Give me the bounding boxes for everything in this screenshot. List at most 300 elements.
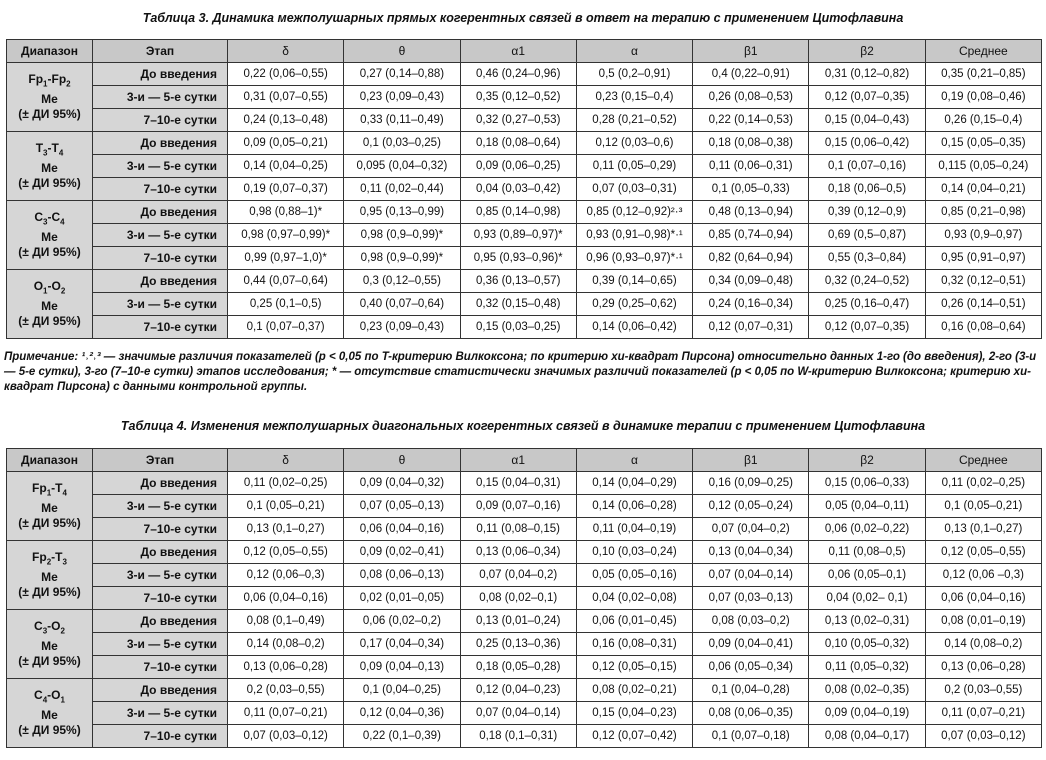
value-cell: 0,115 (0,05–0,24) — [925, 155, 1041, 178]
column-header: Среднее — [925, 40, 1041, 63]
value-cell: 0,22 (0,14–0,53) — [693, 109, 809, 132]
value-cell: 0,07 (0,04–0,2) — [460, 564, 576, 587]
value-cell: 0,32 (0,24–0,52) — [809, 270, 925, 293]
lead-name: -O — [47, 279, 61, 294]
table-row — [7, 201, 1042, 224]
lead-index: 1 — [43, 79, 48, 89]
value-cell: 0,11 (0,08–0,15) — [460, 518, 576, 541]
lead-index: 4 — [62, 488, 67, 498]
value-cell: 0,09 (0,04–0,41) — [693, 633, 809, 656]
value-cell: 0,15 (0,04–0,31) — [460, 472, 576, 495]
lead-name: Fp — [32, 481, 47, 496]
stat-label: Me — [41, 638, 58, 653]
value-cell: 0,1 (0,05–0,21) — [228, 495, 344, 518]
stage-cell: До введения — [93, 132, 228, 155]
value-cell: 0,34 (0,09–0,48) — [693, 270, 809, 293]
stage-cell: 7–10-е сутки — [93, 109, 228, 132]
value-cell: 0,33 (0,11–0,49) — [344, 109, 460, 132]
table-row — [7, 564, 1042, 587]
value-cell: 0,14 (0,06–0,42) — [576, 316, 692, 339]
table-row — [7, 155, 1042, 178]
value-cell: 0,13 (0,06–0,28) — [925, 656, 1041, 679]
column-header: β2 — [809, 40, 925, 63]
value-cell: 0,06 (0,05–0,1) — [809, 564, 925, 587]
range-cell — [7, 270, 93, 339]
value-cell: 0,12 (0,04–0,36) — [344, 702, 460, 725]
value-cell: 0,07 (0,03–0,31) — [576, 178, 692, 201]
stage-cell: 3-и — 5-е сутки — [93, 155, 228, 178]
lead-index: 3 — [43, 217, 48, 227]
lead-index: 2 — [66, 79, 71, 89]
lead-name: C — [34, 210, 44, 225]
value-cell: 0,18 (0,06–0,5) — [809, 178, 925, 201]
lead-name: -Fp — [47, 72, 67, 87]
value-cell: 0,18 (0,1–0,31) — [460, 725, 576, 748]
lead-index: 1 — [60, 695, 65, 705]
lead-name: -O — [47, 619, 61, 634]
value-cell: 0,06 (0,02–0,2) — [344, 610, 460, 633]
value-cell: 0,08 (0,02–0,1) — [460, 587, 576, 610]
value-cell: 0,06 (0,04–0,16) — [925, 587, 1041, 610]
value-cell: 0,12 (0,05–0,55) — [228, 541, 344, 564]
value-cell: 0,2 (0,03–0,55) — [925, 679, 1041, 702]
value-cell: 0,12 (0,07–0,42) — [576, 725, 692, 748]
table-row — [7, 247, 1042, 270]
value-cell: 0,06 (0,05–0,34) — [693, 656, 809, 679]
table-row — [7, 472, 1042, 495]
value-cell: 0,22 (0,06–0,55) — [228, 63, 344, 86]
ci-label: (± ДИ 95%) — [18, 175, 81, 190]
value-cell: 0,05 (0,04–0,11) — [809, 495, 925, 518]
value-cell: 0,13 (0,06–0,28) — [228, 656, 344, 679]
lead-pair-label — [10, 550, 89, 569]
table-row — [7, 86, 1042, 109]
column-header: β1 — [693, 449, 809, 472]
stage-cell: 7–10-е сутки — [93, 316, 228, 339]
table-row — [7, 109, 1042, 132]
stage-cell: До введения — [93, 610, 228, 633]
table-row — [7, 518, 1042, 541]
value-cell: 0,12 (0,04–0,23) — [460, 679, 576, 702]
value-cell: 0,29 (0,25–0,62) — [576, 293, 692, 316]
value-cell: 0,39 (0,12–0,9) — [809, 201, 925, 224]
value-cell: 0,11 (0,06–0,31) — [693, 155, 809, 178]
lead-index: 3 — [43, 148, 48, 158]
value-cell: 0,55 (0,3–0,84) — [809, 247, 925, 270]
value-cell: 0,12 (0,05–0,55) — [925, 541, 1041, 564]
value-cell: 0,08 (0,04–0,17) — [809, 725, 925, 748]
table-row — [7, 541, 1042, 564]
value-cell: 0,23 (0,09–0,43) — [344, 86, 460, 109]
value-cell: 0,04 (0,03–0,42) — [460, 178, 576, 201]
lead-index: 2 — [60, 286, 66, 296]
value-cell: 0,07 (0,04–0,2) — [693, 518, 809, 541]
stage-cell: 3-и — 5-е сутки — [93, 495, 228, 518]
stage-cell: 7–10-е сутки — [93, 656, 228, 679]
value-cell: 0,1 (0,07–0,16) — [809, 155, 925, 178]
value-cell: 0,85 (0,12–0,92)²·³ — [576, 201, 692, 224]
lead-name: T — [35, 141, 44, 156]
value-cell: 0,07 (0,03–0,12) — [925, 725, 1041, 748]
value-cell: 0,22 (0,1–0,39) — [344, 725, 460, 748]
stage-cell: 7–10-е сутки — [93, 587, 228, 610]
value-cell: 0,17 (0,04–0,34) — [344, 633, 460, 656]
column-header: θ — [344, 449, 460, 472]
lead-index: 1 — [43, 286, 48, 296]
table-body — [7, 63, 1042, 339]
lead-index: 4 — [60, 217, 65, 227]
value-cell: 0,26 (0,08–0,53) — [693, 86, 809, 109]
lead-index: 2 — [46, 557, 52, 567]
value-cell: 0,24 (0,13–0,48) — [228, 109, 344, 132]
table-row — [7, 293, 1042, 316]
value-cell: 0,93 (0,89–0,97)* — [460, 224, 576, 247]
value-cell: 0,23 (0,15–0,4) — [576, 86, 692, 109]
lead-name: O — [33, 279, 44, 294]
value-cell: 0,15 (0,03–0,25) — [460, 316, 576, 339]
value-cell: 0,12 (0,05–0,24) — [693, 495, 809, 518]
column-header: Диапазон — [7, 449, 93, 472]
table-3 — [6, 39, 1042, 339]
value-cell: 0,32 (0,12–0,51) — [925, 270, 1041, 293]
value-cell: 0,44 (0,07–0,64) — [228, 270, 344, 293]
value-cell: 0,13 (0,02–0,31) — [809, 610, 925, 633]
lead-name: -T — [51, 550, 63, 565]
stage-cell: 3-и — 5-е сутки — [93, 86, 228, 109]
lead-pair-label — [10, 481, 89, 500]
value-cell: 0,19 (0,08–0,46) — [925, 86, 1041, 109]
value-cell: 0,02 (0,01–0,05) — [344, 587, 460, 610]
ci-label: (± ДИ 95%) — [18, 653, 81, 668]
value-cell: 0,85 (0,14–0,98) — [460, 201, 576, 224]
lead-name: C — [34, 619, 43, 634]
value-cell: 0,15 (0,04–0,23) — [576, 702, 692, 725]
table-body — [7, 472, 1042, 748]
table-row — [7, 725, 1042, 748]
range-cell — [7, 63, 93, 132]
value-cell: 0,10 (0,03–0,24) — [576, 541, 692, 564]
table-note: Примечание: ¹˒²˒³ — значимые различия показателей (p < 0,05 по T-критерию Вилкоксона; по критерию хи-квадрат Пирсона) относительно данных 1-го (до введения), 2-го (3-и — 5-е сутки), 3-го (7–10-е сутки) этапов исследования; * — отсутствие статистически значимых различий показателей (p < 0,05 по W-критерию Вилкоксона; критерию хи-квадрат Пирсона) с данными контрольной группы. — [4, 351, 1037, 393]
value-cell: 0,93 (0,91–0,98)*·¹ — [576, 224, 692, 247]
stage-cell: 3-и — 5-е сутки — [93, 293, 228, 316]
value-cell: 0,08 (0,02–0,35) — [809, 679, 925, 702]
stat-label: Me — [41, 298, 58, 313]
table-row — [7, 656, 1042, 679]
value-cell: 0,08 (0,1–0,49) — [228, 610, 344, 633]
value-cell: 0,18 (0,05–0,28) — [460, 656, 576, 679]
value-cell: 0,07 (0,03–0,12) — [228, 725, 344, 748]
value-cell: 0,40 (0,07–0,64) — [344, 293, 460, 316]
stage-cell: До введения — [93, 679, 228, 702]
value-cell: 0,12 (0,05–0,15) — [576, 656, 692, 679]
value-cell: 0,39 (0,14–0,65) — [576, 270, 692, 293]
value-cell: 0,11 (0,04–0,19) — [576, 518, 692, 541]
stat-label: Me — [41, 707, 58, 722]
stage-cell: До введения — [93, 270, 228, 293]
ci-label: (± ДИ 95%) — [18, 313, 81, 328]
value-cell: 0,11 (0,08–0,5) — [809, 541, 925, 564]
value-cell: 0,08 (0,02–0,21) — [576, 679, 692, 702]
table-row — [7, 610, 1042, 633]
value-cell: 0,06 (0,04–0,16) — [344, 518, 460, 541]
value-cell: 0,16 (0,08–0,64) — [925, 316, 1041, 339]
value-cell: 0,12 (0,06 –0,3) — [925, 564, 1041, 587]
table-row — [7, 178, 1042, 201]
stat-label: Me — [41, 569, 58, 584]
value-cell: 0,14 (0,08–0,2) — [925, 633, 1041, 656]
stage-cell: 7–10-е сутки — [93, 518, 228, 541]
table-row — [7, 495, 1042, 518]
value-cell: 0,18 (0,08–0,38) — [693, 132, 809, 155]
ci-label: (± ДИ 95%) — [18, 106, 81, 121]
value-cell: 0,13 (0,04–0,34) — [693, 541, 809, 564]
value-cell: 0,32 (0,27–0,53) — [460, 109, 576, 132]
value-cell: 0,93 (0,9–0,97) — [925, 224, 1041, 247]
value-cell: 0,11 (0,07–0,21) — [925, 702, 1041, 725]
value-cell: 0,85 (0,74–0,94) — [693, 224, 809, 247]
value-cell: 0,09 (0,07–0,16) — [460, 495, 576, 518]
column-header: Среднее — [925, 449, 1041, 472]
value-cell: 0,98 (0,9–0,99)* — [344, 224, 460, 247]
column-header: δ — [228, 449, 344, 472]
table-row — [7, 679, 1042, 702]
lead-name: -T — [47, 141, 59, 156]
stage-cell: 3-и — 5-е сутки — [93, 702, 228, 725]
table-row — [7, 224, 1042, 247]
table-row — [7, 702, 1042, 725]
value-cell: 0,31 (0,07–0,55) — [228, 86, 344, 109]
stat-label: Me — [41, 229, 58, 244]
table-3-caption: Таблица 3. Динамика межполушарных прямых когерентных связей в ответ на терапию с применением Цитофлавина — [142, 11, 904, 25]
value-cell: 0,12 (0,07–0,35) — [809, 86, 925, 109]
range-cell — [7, 132, 93, 201]
value-cell: 0,12 (0,06–0,3) — [228, 564, 344, 587]
value-cell: 0,095 (0,04–0,32) — [344, 155, 460, 178]
stage-cell: 3-и — 5-е сутки — [93, 564, 228, 587]
column-header: Этап — [93, 449, 228, 472]
value-cell: 0,13 (0,1–0,27) — [228, 518, 344, 541]
value-cell: 0,26 (0,15–0,4) — [925, 109, 1041, 132]
lead-name: -C — [47, 210, 61, 225]
value-cell: 0,12 (0,03–0,6) — [576, 132, 692, 155]
value-cell: 0,09 (0,02–0,41) — [344, 541, 460, 564]
value-cell: 0,98 (0,97–0,99)* — [228, 224, 344, 247]
ci-label: (± ДИ 95%) — [18, 584, 81, 599]
table-4 — [6, 448, 1042, 748]
value-cell: 0,14 (0,08–0,2) — [228, 633, 344, 656]
value-cell: 0,1 (0,04–0,28) — [693, 679, 809, 702]
table-row — [7, 132, 1042, 155]
value-cell: 0,08 (0,01–0,19) — [925, 610, 1041, 633]
stage-cell: 3-и — 5-е сутки — [93, 224, 228, 247]
value-cell: 0,25 (0,1–0,5) — [228, 293, 344, 316]
value-cell: 0,11 (0,05–0,32) — [809, 656, 925, 679]
lead-index: 4 — [58, 148, 64, 158]
table-row — [7, 633, 1042, 656]
value-cell: 0,1 (0,05–0,21) — [925, 495, 1041, 518]
table-row — [7, 63, 1042, 86]
table-4-caption: Таблица 4. Изменения межполушарных диагональных когерентных связей в динамике терапии с применением Цитофлавина — [120, 419, 926, 433]
value-cell: 0,16 (0,09–0,25) — [693, 472, 809, 495]
value-cell: 0,14 (0,06–0,28) — [576, 495, 692, 518]
value-cell: 0,13 (0,06–0,34) — [460, 541, 576, 564]
value-cell: 0,08 (0,06–0,13) — [344, 564, 460, 587]
stage-cell: До введения — [93, 541, 228, 564]
value-cell: 0,27 (0,14–0,88) — [344, 63, 460, 86]
stage-cell: До введения — [93, 201, 228, 224]
value-cell: 0,98 (0,88–1)* — [228, 201, 344, 224]
value-cell: 0,31 (0,12–0,82) — [809, 63, 925, 86]
value-cell: 0,05 (0,05–0,16) — [576, 564, 692, 587]
value-cell: 0,96 (0,93–0,97)*·¹ — [576, 247, 692, 270]
column-header: Этап — [93, 40, 228, 63]
range-cell — [7, 679, 93, 748]
column-header: α1 — [460, 449, 576, 472]
lead-name: Fp — [32, 550, 47, 565]
stat-label: Me — [41, 91, 58, 106]
lead-name: Fp — [28, 72, 44, 87]
value-cell: 0,11 (0,02–0,44) — [344, 178, 460, 201]
value-cell: 0,95 (0,93–0,96)* — [460, 247, 576, 270]
value-cell: 0,16 (0,08–0,31) — [576, 633, 692, 656]
column-header: β2 — [809, 449, 925, 472]
value-cell: 0,13 (0,1–0,27) — [925, 518, 1041, 541]
stage-cell: 3-и — 5-е сутки — [93, 633, 228, 656]
range-cell — [7, 610, 93, 679]
value-cell: 0,28 (0,21–0,52) — [576, 109, 692, 132]
value-cell: 0,06 (0,01–0,45) — [576, 610, 692, 633]
value-cell: 0,15 (0,04–0,43) — [809, 109, 925, 132]
value-cell: 0,06 (0,02–0,22) — [809, 518, 925, 541]
stat-label: Me — [41, 500, 58, 515]
ci-label: (± ДИ 95%) — [18, 515, 81, 530]
lead-pair-label — [10, 688, 89, 707]
value-cell: 0,14 (0,04–0,29) — [576, 472, 692, 495]
value-cell: 0,98 (0,9–0,99)* — [344, 247, 460, 270]
value-cell: 0,1 (0,03–0,25) — [344, 132, 460, 155]
value-cell: 0,09 (0,05–0,21) — [228, 132, 344, 155]
value-cell: 0,36 (0,13–0,57) — [460, 270, 576, 293]
column-header: α1 — [460, 40, 576, 63]
lead-pair-label — [10, 279, 89, 298]
value-cell: 0,2 (0,03–0,55) — [228, 679, 344, 702]
lead-index: 1 — [46, 488, 52, 498]
value-cell: 0,99 (0,97–1,0)* — [228, 247, 344, 270]
value-cell: 0,08 (0,03–0,2) — [693, 610, 809, 633]
value-cell: 0,1 (0,05–0,33) — [693, 178, 809, 201]
table-row — [7, 587, 1042, 610]
ci-label: (± ДИ 95%) — [18, 244, 81, 259]
stat-label: Me — [41, 160, 58, 175]
value-cell: 0,09 (0,04–0,19) — [809, 702, 925, 725]
range-cell — [7, 201, 93, 270]
value-cell: 0,07 (0,03–0,13) — [693, 587, 809, 610]
value-cell: 0,11 (0,07–0,21) — [228, 702, 344, 725]
header-row — [7, 40, 1042, 63]
value-cell: 0,85 (0,21–0,98) — [925, 201, 1041, 224]
value-cell: 0,15 (0,06–0,33) — [809, 472, 925, 495]
lead-pair-label — [10, 141, 89, 160]
value-cell: 0,11 (0,05–0,29) — [576, 155, 692, 178]
column-header: α — [576, 449, 692, 472]
value-cell: 0,4 (0,22–0,91) — [693, 63, 809, 86]
lead-pair-label — [10, 72, 89, 91]
value-cell: 0,09 (0,06–0,25) — [460, 155, 576, 178]
lead-pair-label — [10, 210, 89, 229]
value-cell: 0,09 (0,04–0,32) — [344, 472, 460, 495]
value-cell: 0,69 (0,5–0,87) — [809, 224, 925, 247]
value-cell: 0,07 (0,04–0,14) — [693, 564, 809, 587]
value-cell: 0,04 (0,02–0,08) — [576, 587, 692, 610]
value-cell: 0,13 (0,01–0,24) — [460, 610, 576, 633]
table-row — [7, 316, 1042, 339]
stage-cell: 7–10-е сутки — [93, 247, 228, 270]
value-cell: 0,11 (0,02–0,25) — [925, 472, 1041, 495]
value-cell: 0,11 (0,02–0,25) — [228, 472, 344, 495]
stage-cell: 7–10-е сутки — [93, 725, 228, 748]
value-cell: 0,25 (0,16–0,47) — [809, 293, 925, 316]
value-cell: 0,48 (0,13–0,94) — [693, 201, 809, 224]
value-cell: 0,08 (0,06–0,35) — [693, 702, 809, 725]
value-cell: 0,1 (0,04–0,25) — [344, 679, 460, 702]
column-header: δ — [228, 40, 344, 63]
value-cell: 0,09 (0,04–0,13) — [344, 656, 460, 679]
value-cell: 0,12 (0,07–0,31) — [693, 316, 809, 339]
table-row — [7, 270, 1042, 293]
lead-name: -T — [51, 481, 63, 496]
value-cell: 0,3 (0,12–0,55) — [344, 270, 460, 293]
value-cell: 0,1 (0,07–0,37) — [228, 316, 344, 339]
value-cell: 0,82 (0,64–0,94) — [693, 247, 809, 270]
value-cell: 0,35 (0,12–0,52) — [460, 86, 576, 109]
value-cell: 0,04 (0,02– 0,1) — [809, 587, 925, 610]
value-cell: 0,15 (0,06–0,42) — [809, 132, 925, 155]
value-cell: 0,14 (0,04–0,21) — [925, 178, 1041, 201]
value-cell: 0,06 (0,04–0,16) — [228, 587, 344, 610]
lead-name: C — [34, 688, 43, 703]
value-cell: 0,95 (0,91–0,97) — [925, 247, 1041, 270]
lead-pair-label — [10, 619, 89, 638]
value-cell: 0,18 (0,08–0,64) — [460, 132, 576, 155]
value-cell: 0,95 (0,13–0,99) — [344, 201, 460, 224]
lead-index: 3 — [42, 626, 48, 636]
value-cell: 0,14 (0,04–0,25) — [228, 155, 344, 178]
value-cell: 0,26 (0,14–0,51) — [925, 293, 1041, 316]
value-cell: 0,07 (0,05–0,13) — [344, 495, 460, 518]
value-cell: 0,24 (0,16–0,34) — [693, 293, 809, 316]
stage-cell: До введения — [93, 472, 228, 495]
stage-cell: 7–10-е сутки — [93, 178, 228, 201]
range-cell — [7, 541, 93, 610]
value-cell: 0,25 (0,13–0,36) — [460, 633, 576, 656]
value-cell: 0,12 (0,07–0,35) — [809, 316, 925, 339]
value-cell: 0,15 (0,05–0,35) — [925, 132, 1041, 155]
header-row — [7, 449, 1042, 472]
column-header: θ — [344, 40, 460, 63]
value-cell: 0,1 (0,07–0,18) — [693, 725, 809, 748]
lead-index: 2 — [60, 626, 65, 636]
value-cell: 0,07 (0,04–0,14) — [460, 702, 576, 725]
value-cell: 0,10 (0,05–0,32) — [809, 633, 925, 656]
value-cell: 0,23 (0,09–0,43) — [344, 316, 460, 339]
range-cell — [7, 472, 93, 541]
ci-label: (± ДИ 95%) — [18, 722, 81, 737]
stage-cell: До введения — [93, 63, 228, 86]
column-header: α — [576, 40, 692, 63]
value-cell: 0,19 (0,07–0,37) — [228, 178, 344, 201]
value-cell: 0,46 (0,24–0,96) — [460, 63, 576, 86]
value-cell: 0,35 (0,21–0,85) — [925, 63, 1041, 86]
